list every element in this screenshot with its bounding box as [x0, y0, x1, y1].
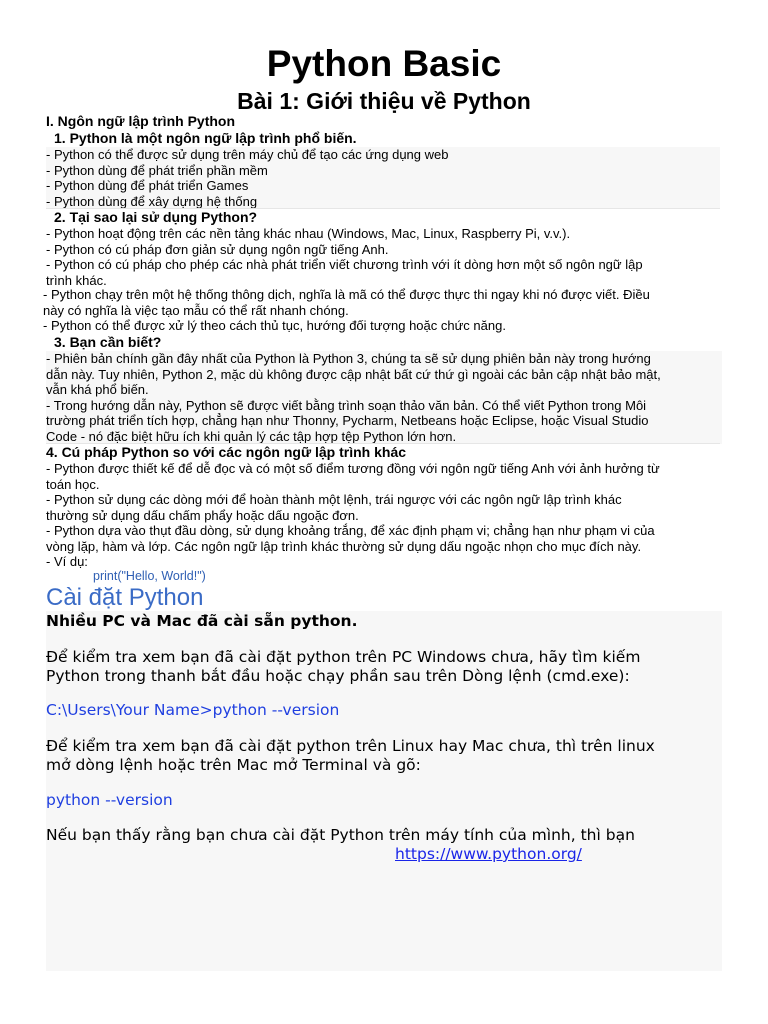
install-heading: Cài đặt Python — [46, 584, 204, 611]
subsection-3-body — [46, 351, 722, 444]
list-item: - Python có thể được xử lý theo cách thủ tục, hướng đối tượng hoặc chức năng. — [43, 318, 506, 333]
paragraph-line: toán học. — [46, 476, 100, 492]
subsection-1-list — [46, 147, 720, 209]
code-example: print("Hello, World!") — [93, 569, 206, 583]
linux-mac-command: python --version — [46, 791, 173, 809]
list-item: - Python chạy trên một hệ thống thông dịch, nghĩa là mã có thể được thực thi ngay khi nó được viết. Điều — [43, 287, 650, 302]
linux-mac-instructions — [46, 737, 726, 774]
section-heading: I. Ngôn ngữ lập trình Python — [46, 113, 236, 129]
list-item: - Python dùng để phát triển phần mềm — [46, 162, 268, 178]
list-item-continued: này có nghĩa là việc tạo mẫu có thể rất nhanh chóng. — [43, 302, 349, 318]
subsection-2-heading: 2. Tại sao lại sử dụng Python? — [54, 209, 258, 225]
paragraph-line: - Python dựa vào thụt đầu dòng, sử dụng khoảng trắng, để xác định phạm vi; chẳng hạn như phạm vi của — [46, 523, 655, 538]
subsection-1-heading: 1. Python là một ngôn ngữ lập trình phổ biến. — [54, 130, 357, 146]
paragraph-line: dẫn này. Tuy nhiên, Python 2, mặc dù không được cập nhật bất cứ thứ gì ngoài các bản cập nhật bảo mật, — [46, 366, 661, 382]
subsection-2-body-2 — [43, 287, 723, 334]
paragraph-line: Python trong thanh bắt đầu hoặc chạy phần sau trên Dòng lệnh (cmd.exe): — [46, 666, 630, 685]
paragraph-line: - Ví dụ: — [46, 554, 88, 569]
subsection-4-body — [46, 461, 722, 570]
list-item: - Python có cú pháp cho phép các nhà phát triển viết chương trình với ít dòng hơn một số ngôn ngữ lập — [46, 257, 643, 272]
python-download-link[interactable]: https://www.python.org/ — [395, 845, 582, 863]
install-note: Nếu bạn thấy rằng bạn chưa cài đặt Python trên máy tính của mình, thì bạn — [46, 826, 635, 844]
paragraph-line: - Phiên bản chính gần đây nhất của Python là Python 3, chúng ta sẽ sử dụng phiên bản này trong hướng — [46, 351, 651, 366]
subsection-4-heading: 4. Cú pháp Python so với các ngôn ngữ lập trình khác — [46, 444, 407, 460]
paragraph-line: vòng lặp, hàm và lớp. Các ngôn ngữ lập trình khác thường sử dụng dấu ngoặc nhọn cho mục đích này. — [46, 538, 642, 554]
paragraph-line: - Trong hướng dẫn này, Python sẽ được viết bằng trình soạn thảo văn bản. Có thể viết Python trong Môi — [46, 397, 647, 413]
paragraph-line: vẫn khá phổ biến. — [46, 382, 149, 397]
document-title: Python Basic — [266, 43, 502, 84]
list-item-continued: trình khác. — [46, 272, 107, 288]
list-item: - Python có cú pháp đơn giản sử dụng ngôn ngữ tiếng Anh. — [46, 241, 389, 257]
windows-instructions — [46, 648, 726, 685]
lesson-title: Bài 1: Giới thiệu về Python — [237, 88, 531, 114]
paragraph-line: mở dòng lệnh hoặc trên Mac mở Terminal và gõ: — [46, 755, 421, 774]
paragraph-line: - Python sử dụng các dòng mới để hoàn thành một lệnh, trái ngược với các ngôn ngữ lập trình khác — [46, 492, 622, 507]
paragraph-line: Để kiểm tra xem bạn đã cài đặt python trên PC Windows chưa, hãy tìm kiếm — [46, 648, 641, 666]
list-item: - Python dùng để phát triển Games — [46, 178, 249, 193]
list-item: - Python có thể được sử dụng trên máy chủ để tạo các ứng dụng web — [46, 147, 449, 162]
paragraph-line: thường sử dụng dấu chấm phẩy hoặc dấu ngoặc đơn. — [46, 507, 359, 523]
list-item: - Python hoạt động trên các nền tảng khác nhau (Windows, Mac, Linux, Raspberry Pi, v.v.). — [46, 226, 571, 241]
list-item: - Python dùng để xây dựng hệ thống — [46, 193, 258, 209]
windows-command: C:\Users\Your Name>python --version — [46, 701, 340, 719]
install-lead: Nhiều PC và Mac đã cài sẵn python. — [46, 612, 358, 630]
paragraph-line: - Python được thiết kế để dễ đọc và có một số điểm tương đồng với ngôn ngữ tiếng Anh với ảnh hưởng từ — [46, 461, 660, 476]
subsection-3-heading: 3. Bạn cần biết? — [54, 334, 162, 350]
subsection-2-body — [46, 226, 722, 288]
paragraph-line: trường phát triển tích hợp, chẳng hạn như Thonny, Pycharm, Netbeans hoặc Eclipse, hoặc Visual Studio — [46, 413, 649, 428]
paragraph-line: Để kiểm tra xem bạn đã cài đặt python trên Linux hay Mac chưa, thì trên linux — [46, 737, 655, 755]
paragraph-line: Code - nó đặc biệt hữu ích khi quản lý các tập hợp tệp Python lớn hơn. — [46, 428, 457, 444]
